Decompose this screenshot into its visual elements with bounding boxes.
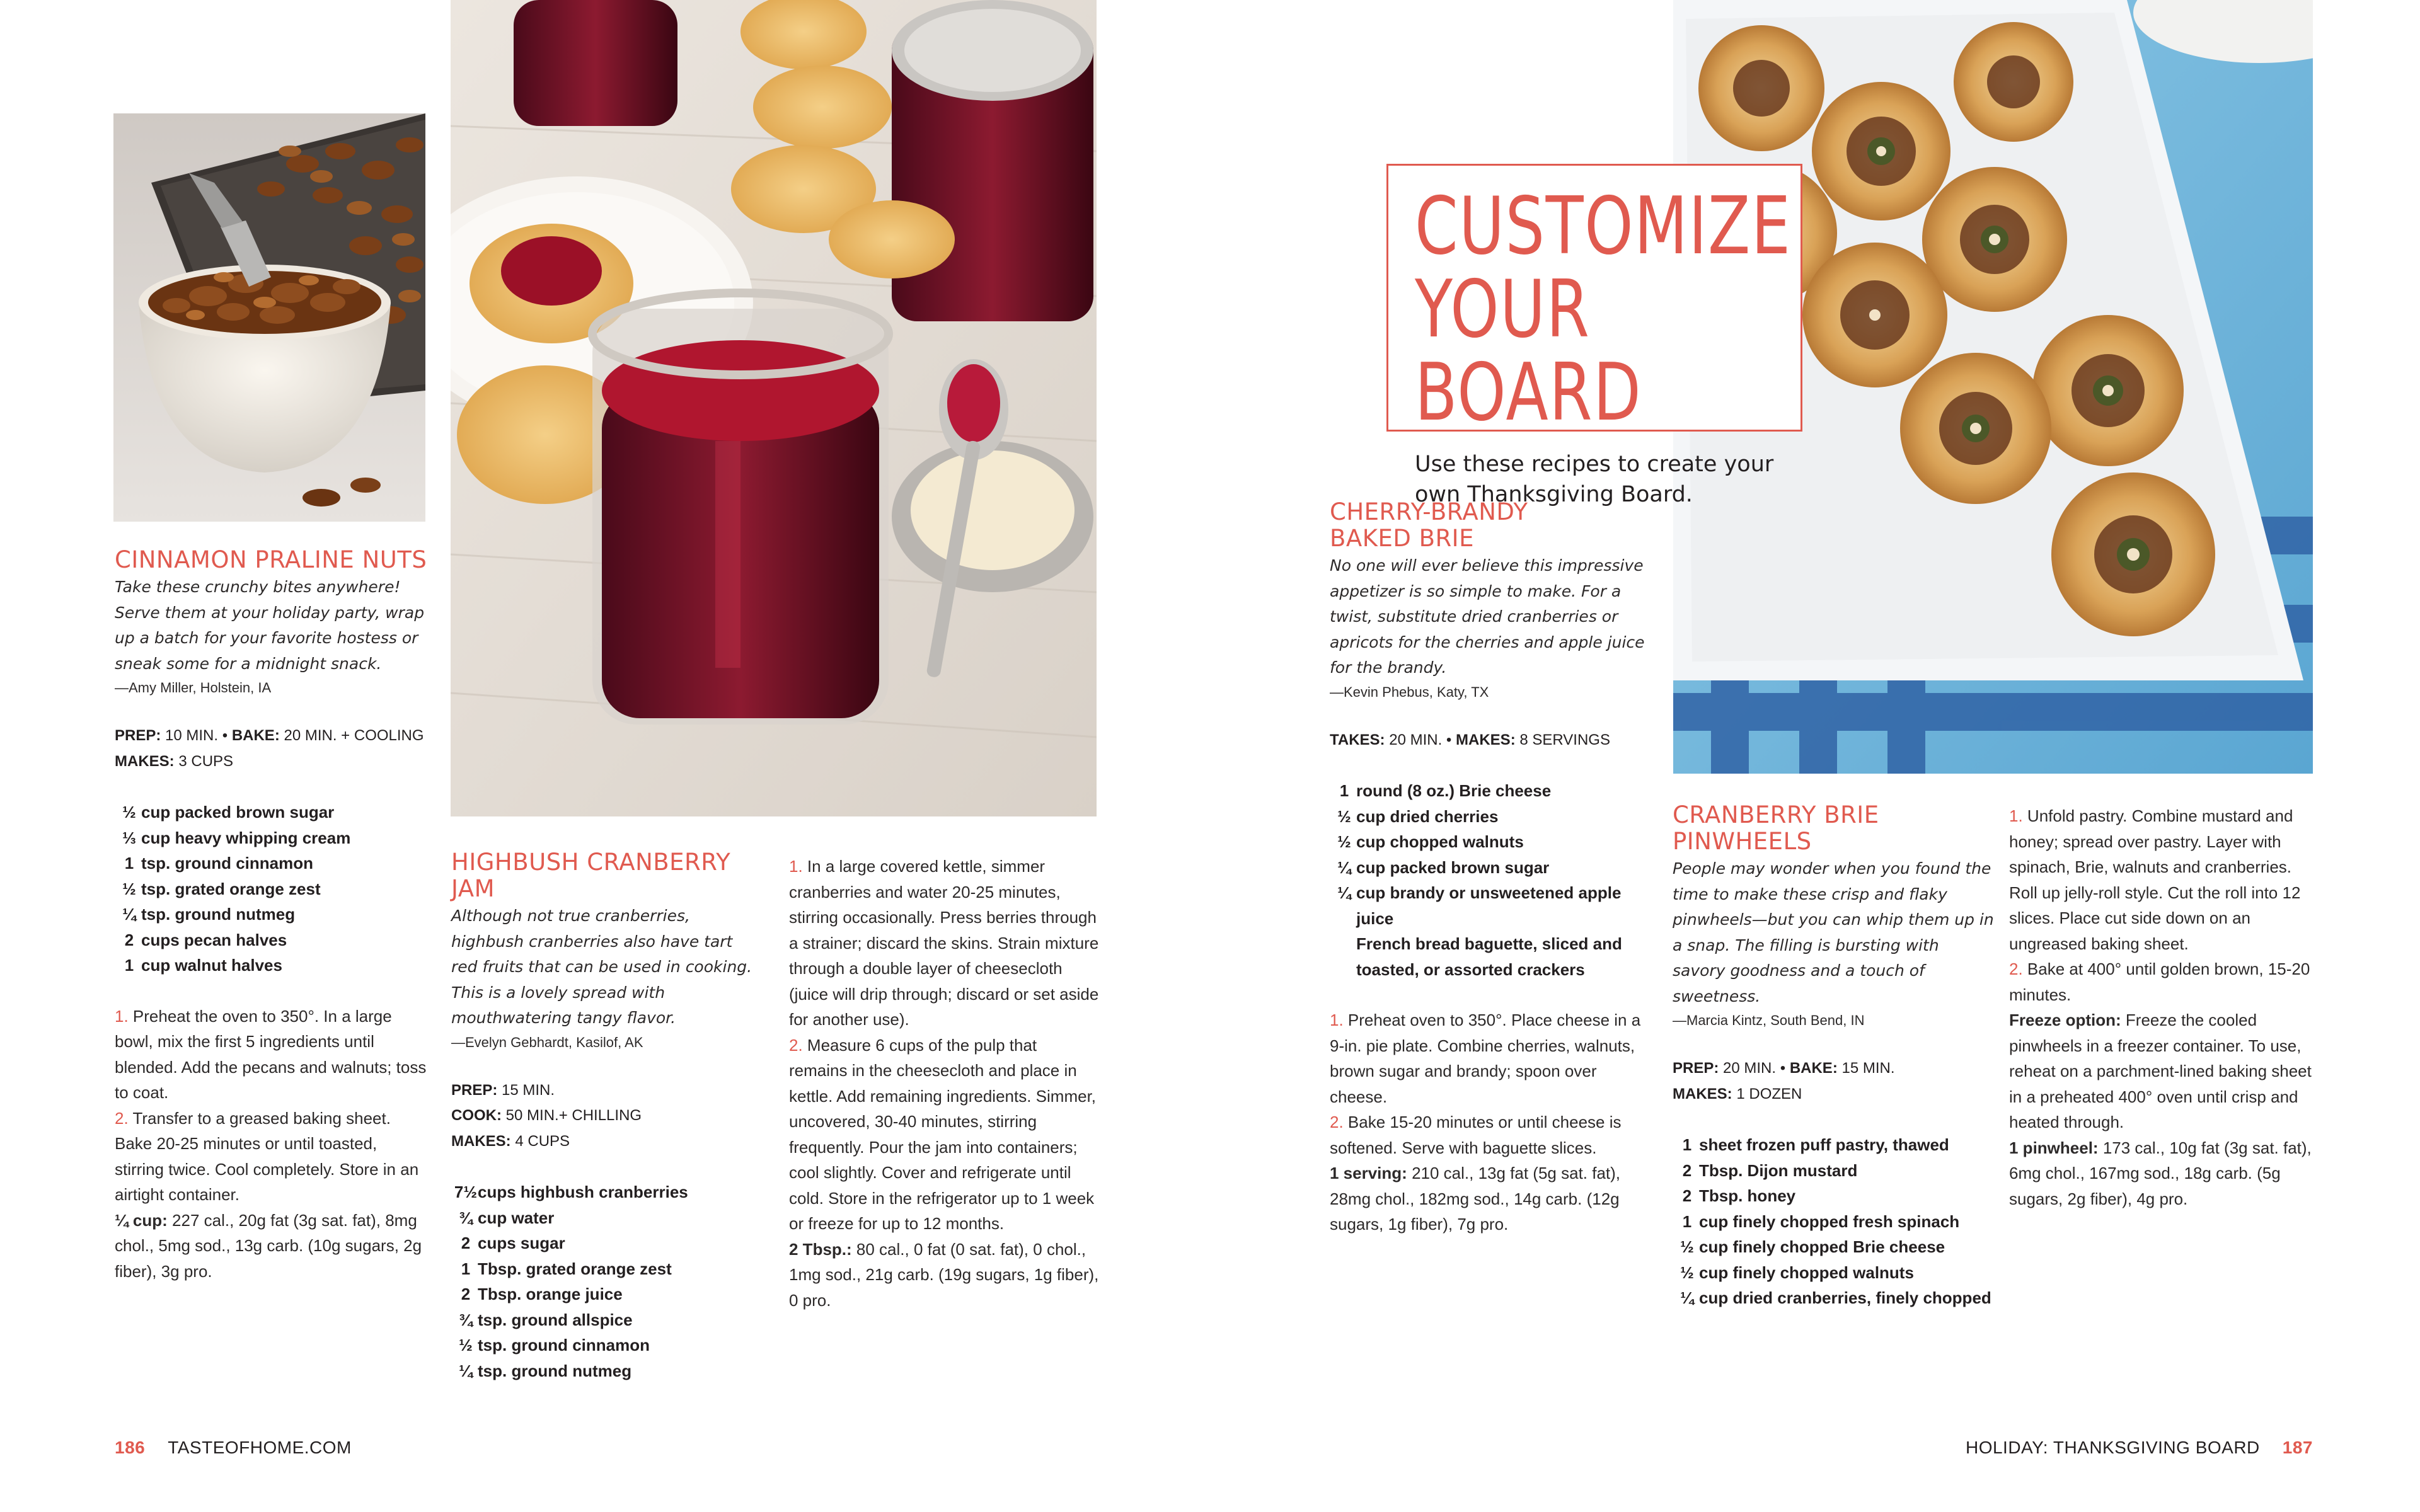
recipe-title: CRANBERRY BRIE PINWHEELS xyxy=(1673,801,1879,855)
nutrition: 1 serving: 210 cal., 13g fat (5g sat. fat), 28mg chol., 182mg sod., 14g carb. (12g sugars, 1g fiber), 7g pro. xyxy=(1330,1164,1621,1234)
recipe-cook: COOK: 50 MIN.+ CHILLING xyxy=(451,1107,642,1124)
ingredient-item: 1 cup walnut halves xyxy=(124,956,282,975)
ingredient-list xyxy=(115,799,430,978)
ingredient-item: ½ cup finely chopped Brie cheese xyxy=(1680,1237,1945,1256)
recipe-cherry-brandy-baked-brie xyxy=(1330,499,1649,1237)
ingredient-item: 1 Tbsp. grated orange zest xyxy=(461,1259,672,1278)
page-number-right: 187 xyxy=(2282,1438,2313,1457)
step-2: 2. Transfer to a greased baking sheet. Bake 20-25 minutes or until toasted, stirring twice. Cool completely. Store in an airtight container. xyxy=(115,1108,419,1204)
step-1: 1. Preheat the oven to 350°. In a large bowl, mix the first 5 ingredients until blended. Add the pecans and walnuts; toss to coat. xyxy=(115,1006,427,1102)
recipe-cinnamon-praline-nuts xyxy=(115,547,430,1284)
ingredient-list xyxy=(451,1179,760,1383)
ingredient-item: 7½ cups highbush cranberries xyxy=(454,1183,688,1201)
recipe-title: CHERRY-BRANDY BAKED BRIE xyxy=(1330,498,1528,552)
site-name: TASTEOFHOME.COM xyxy=(168,1438,352,1457)
customize-callout xyxy=(1386,164,1802,507)
step-1: 1. Preheat oven to 350°. Place cheese in a 9-in. pie plate. Combine cherries, walnuts, brown sugar and brandy; spoon over cheese. xyxy=(1330,1011,1641,1106)
freeze-option: Freeze option: Freeze the cooled pinwheels in a freezer container. To use, reheat on a parchment-lined baking sheet in a preheated 400° oven until crisp and heated through. xyxy=(2009,1011,2312,1131)
nutrition: 2 Tbsp.: 80 cal., 0 fat (0 sat. fat), 0 chol., 1mg sod., 21g carb. (19g sugars, 1g fiber), 0 pro. xyxy=(789,1239,1099,1310)
pinwheels-steps xyxy=(2009,803,2319,1211)
recipe-intro: People may wonder when you found the time to make these crisp and flaky pinwheels—but you can whip them up in a snap. The filling is bursting with savory goodness and a touch of sweetness. xyxy=(1673,859,1994,1005)
ingredient-item: 2 Tbsp. Dijon mustard xyxy=(1682,1160,1858,1180)
nutrition: 1 pinwheel: 173 cal., 10g fat (3g sat. fat), 6mg chol., 167mg sod., 18g carb. (5g sugars, 2g fiber), 4g pro. xyxy=(2009,1138,2312,1208)
callout-subtitle: Use these recipes to create your own Thanksgiving Board. xyxy=(1415,452,1774,507)
ingredient-item: 2 Tbsp. orange juice xyxy=(461,1285,623,1303)
recipe-prep: PREP: 15 MIN. xyxy=(451,1081,555,1099)
recipe-attribution: —Evelyn Gebhardt, Kasilof, AK xyxy=(451,1034,643,1050)
recipe-steps xyxy=(115,1004,430,1285)
step-1: 1. In a large covered kettle, simmer cranberries and water 20-25 minutes, stirring occasionally. Press berries through a strainer; discard the skins. Strain mixture through a double layer of cheesecloth (juice will drip through; discard or set aside for another use). xyxy=(789,857,1099,1029)
callout-title-line2: YOUR BOARD xyxy=(1415,263,1642,438)
ingredient-item: ¼ tsp. ground nutmeg xyxy=(459,1361,632,1380)
step-2: 2. Bake at 400° until golden brown, 15-20 minutes. xyxy=(2009,959,2310,1004)
recipe-steps xyxy=(1330,1007,1649,1237)
ingredient-item: ½ tsp. grated orange zest xyxy=(122,879,321,898)
recipe-attribution: —Amy Miller, Holstein, IA xyxy=(115,680,272,696)
ingredient-item: ½ tsp. ground cinnamon xyxy=(459,1336,650,1354)
ingredient-item: ¾ tsp. ground allspice xyxy=(459,1310,633,1329)
nuts-photo xyxy=(113,113,425,522)
step-2: 2. Measure 6 cups of the pulp that remains in the cheesecloth and place in kettle. Add remaining ingredients. Simmer, uncovered, 30-40 minutes, stirring frequently. Pour the jam into containers; cool slightly. Cover and refrigerate until cold. Store in the refrigerator up to 1 week or freeze for up to 12 months. xyxy=(789,1035,1097,1233)
recipe-intro: Take these crunchy bites anywhere! Serve them at your holiday party, wrap up a batch for your favorite hostess or sneak some for a midnight snack. xyxy=(115,578,425,673)
ingredient-item: French bread baguette, sliced and toasted, or assorted crackers xyxy=(1356,934,1622,979)
recipe-makes: MAKES: 4 CUPS xyxy=(451,1132,570,1150)
recipe-attribution: —Marcia Kintz, South Bend, IN xyxy=(1673,1012,1865,1028)
recipe-title: HIGHBUSH CRANBERRY JAM xyxy=(451,849,731,902)
ingredient-item: ½ cup dried cherries xyxy=(1337,806,1499,826)
jam-steps xyxy=(789,854,1099,1313)
recipe-cranberry-brie-pinwheels xyxy=(1673,802,1994,1311)
recipe-makes: MAKES: 1 DOZEN xyxy=(1673,1085,1802,1102)
ingredient-list xyxy=(1330,778,1649,982)
ingredient-list xyxy=(1673,1132,1994,1311)
ingredient-item: ⅓ cup heavy whipping cream xyxy=(122,828,351,847)
recipe-prep-bake: PREP: 20 MIN. • BAKE: 15 MIN. xyxy=(1673,1060,1895,1077)
step-1: 1. Unfold pastry. Combine mustard and honey; spread over pastry. Layer with spinach, Brie, walnuts and cranberries. Roll up jelly-roll style. Cut the roll into 12 slices. Place cut side down on an ungreased baking sheet. xyxy=(2009,806,2301,953)
ingredient-item: 1 sheet frozen puff pastry, thawed xyxy=(1682,1135,1949,1154)
ingredient-item: ½ cup packed brown sugar xyxy=(122,803,335,822)
callout-title xyxy=(1415,180,1792,438)
recipe-highbush-cranberry-jam xyxy=(451,849,760,1383)
ingredient-item: ½ cup finely chopped walnuts xyxy=(1680,1263,1914,1282)
recipe-makes: MAKES: 3 CUPS xyxy=(115,752,234,770)
callout-title-line1: CUSTOMIZE xyxy=(1415,180,1792,272)
recipe-intro: Although not true cranberries, highbush cranberries also have tart red fruits that can be used in cooking. This is a lovely spread with mouthwatering tangy flavor. xyxy=(451,907,752,1027)
page-number-left: 186 xyxy=(115,1438,146,1457)
ingredient-item: ¼ cup packed brown sugar xyxy=(1337,857,1550,877)
ingredient-item: 2 cups pecan halves xyxy=(124,930,287,949)
jam-photo xyxy=(451,0,1097,816)
folio-right xyxy=(1966,1438,2313,1458)
step-2: 2. Bake 15-20 minutes or until cheese is softened. Serve with baguette slices. xyxy=(1330,1113,1622,1157)
section-name: HOLIDAY: THANKSGIVING BOARD xyxy=(1965,1438,2260,1457)
ingredient-item: 2 Tbsp. honey xyxy=(1682,1186,1796,1205)
ingredient-item: ¼ cup dried cranberries, finely chopped xyxy=(1680,1288,1991,1307)
ingredient-item: 1 cup finely chopped fresh spinach xyxy=(1682,1211,1960,1231)
folio-left xyxy=(115,1438,352,1458)
recipe-attribution: —Kevin Phebus, Katy, TX xyxy=(1330,684,1489,700)
ingredient-item: 1 tsp. ground cinnamon xyxy=(124,854,313,873)
ingredient-item: ¾ cup water xyxy=(459,1208,555,1227)
ingredient-item: ¼ cup brandy or unsweetened apple juice xyxy=(1337,883,1622,928)
ingredient-item: ¼ tsp. ground nutmeg xyxy=(122,905,296,924)
ingredient-item: 2 cups sugar xyxy=(461,1234,565,1252)
nutrition: ¼ cup: 227 cal., 20g fat (3g sat. fat), 8mg chol., 5mg sod., 13g carb. (10g sugars, 2g fiber), 3g pro. xyxy=(115,1210,422,1281)
recipe-takes-makes: TAKES: 20 MIN. • MAKES: 8 SERVINGS xyxy=(1330,731,1610,748)
recipe-prep-bake: PREP: 10 MIN. • BAKE: 20 MIN. + COOLING xyxy=(115,727,424,744)
recipe-intro: No one will ever believe this impressive appetizer is so simple to make. For a twist, substitute dried cranberries or apricots for the cherries and apple juice for the brandy. xyxy=(1330,556,1645,677)
ingredient-item: ½ cup chopped walnuts xyxy=(1337,832,1524,851)
ingredient-item: 1 round (8 oz.) Brie cheese xyxy=(1339,781,1552,800)
recipe-title: CINNAMON PRALINE NUTS xyxy=(115,546,427,573)
